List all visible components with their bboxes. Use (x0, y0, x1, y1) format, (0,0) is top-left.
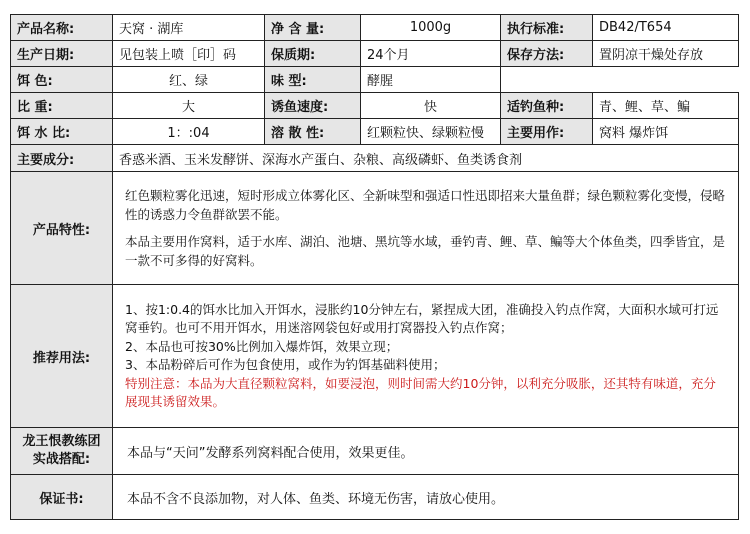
row-ingredients (11, 145, 739, 172)
row-combo (11, 428, 739, 475)
label-taste: 味 型: (265, 67, 361, 93)
row-color (11, 67, 739, 93)
label-ingredients: 主要成分: (11, 145, 113, 172)
usage-step-2: 2、本品也可按30%比例加入爆炸饵，效果立现； (125, 338, 399, 354)
row-gravity (11, 93, 739, 119)
spec-table (10, 14, 739, 520)
value-net-weight: 1000g (361, 15, 501, 41)
value-ingredients: 香惑米酒、玉米发酵饼、深海水产蛋白、杂粮、高级磷虾、鱼类诱食剂 (113, 145, 739, 172)
label-product-name: 产品名称: (11, 15, 113, 41)
row-date (11, 41, 739, 67)
label-storage: 保存方法: (501, 41, 593, 67)
value-guarantee: 本品不含不良添加物，对人体、鱼类、环境无伤害，请放心使用。 (113, 475, 739, 520)
label-target-fish: 适钓鱼种: (501, 93, 593, 119)
value-attraction-speed: 快 (361, 93, 501, 119)
value-taste: 酵腥 (361, 67, 501, 93)
value-storage: 置阴凉干燥处存放 (593, 41, 739, 67)
label-dispersion: 溶 散 性: (265, 119, 361, 145)
label-shelf-life: 保质期: (265, 41, 361, 67)
value-water-ratio: 1：:04 (113, 119, 265, 145)
value-standard: DB42/T654 (593, 15, 739, 41)
value-shelf-life: 24个月 (361, 41, 501, 67)
label-main-use: 主要用作: (501, 119, 593, 145)
label-combo: 龙王恨教练团实战搭配: (11, 428, 113, 475)
value-combo: 本品与“天问”发酵系列窝料配合使用，效果更佳。 (113, 428, 739, 475)
label-net-weight: 净 含 量: (265, 15, 361, 41)
value-production-date: 见包装上喷［印］码 (113, 41, 265, 67)
value-dispersion: 红颗粒快、绿颗粒慢 (361, 119, 501, 145)
row-features (11, 172, 739, 285)
label-usage: 推荐用法: (11, 285, 113, 428)
usage-step-3: 3、本品粉碎后可作为包食使用，或作为钓饵基础料使用； (125, 357, 446, 372)
row-guarantee (11, 475, 739, 520)
features-cell (113, 172, 739, 285)
features-para-1: 红色颗粒雾化迅速，短时形成立体雾化区、全新味型和强适口性迅即招来大量鱼群；绿色颗粒雾化变慢，侵略性的诱惑力令鱼群欲罢不能。 (125, 188, 726, 222)
row-name (11, 15, 739, 41)
usage-step-1: 1、按1:0.4的饵水比加入开饵水，浸胀约10分钟左右，紧捏成大团，准确投入钓点作窝，大面积水域可打远窝垂钓。也可不用开饵水，用迷溶网袋包好或用打窝器投入钓点作窝； (125, 301, 719, 335)
usage-warning: 特别注意：本品为大直径颗粒窝料，如要浸泡，则时间需大约10分钟，以利充分吸胀，还其特有味道，充分展现其诱留效果。 (125, 375, 716, 409)
value-main-use: 窝料 爆炸饵 (593, 119, 739, 145)
usage-cell (113, 285, 739, 428)
label-attraction-speed: 诱鱼速度: (265, 93, 361, 119)
label-guarantee: 保证书: (11, 475, 113, 520)
value-product-name: 天窝 · 湖库 (113, 15, 265, 41)
label-production-date: 生产日期: (11, 41, 113, 67)
row-ratio (11, 119, 739, 145)
label-water-ratio: 饵 水 比: (11, 119, 113, 145)
value-bait-color: 红、绿 (113, 67, 265, 93)
label-bait-color: 饵 色: (11, 67, 113, 93)
label-features: 产品特性: (11, 172, 113, 285)
product-spec-sheet (10, 14, 738, 524)
label-standard: 执行标准: (501, 15, 593, 41)
features-para-2: 本品主要用作窝料，适于水库、湖泊、池塘、黑坑等水域，垂钓青、鲤、草、鳊等大个体鱼类，四季皆宜，是一款不可多得的好窝料。 (125, 234, 726, 268)
value-target-fish: 青、鲤、草、鳊 (593, 93, 739, 119)
label-gravity: 比 重: (11, 93, 113, 119)
value-gravity: 大 (113, 93, 265, 119)
row-usage (11, 285, 739, 428)
